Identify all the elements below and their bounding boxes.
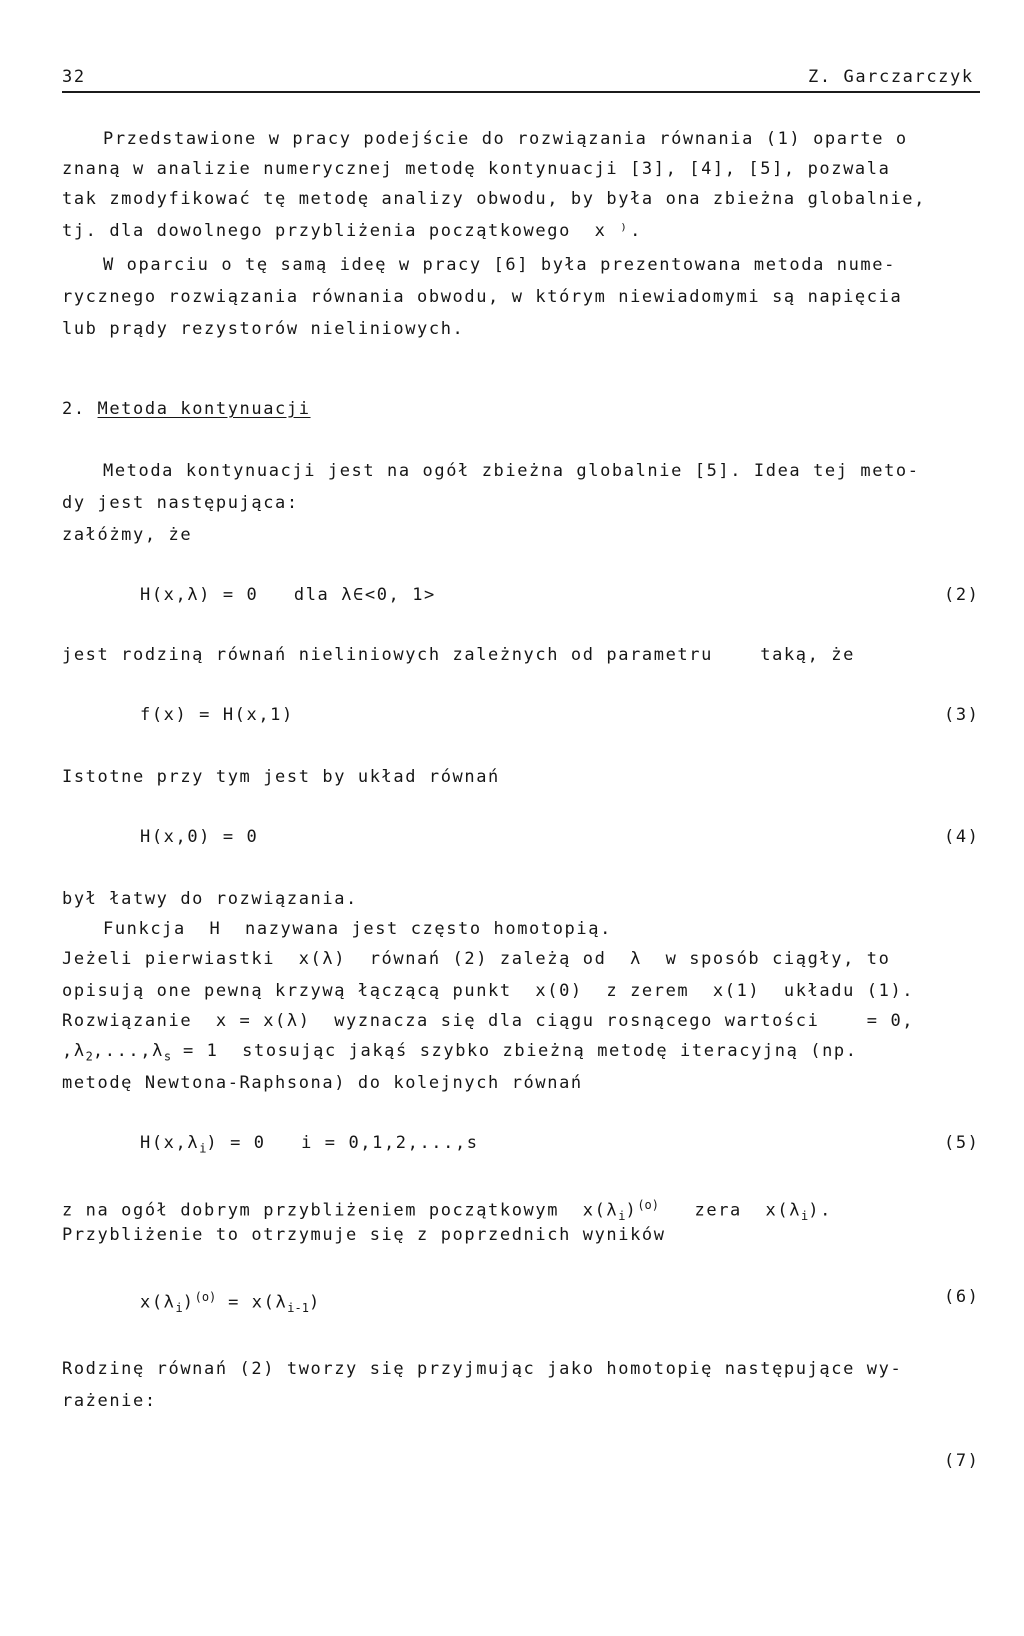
equation-5-number: (5) bbox=[944, 1133, 980, 1153]
section-heading bbox=[62, 398, 311, 420]
body-line-9: opisują one pewną krzywą łączącą punkt x(0) z zerem x(1) układu (1). bbox=[62, 981, 915, 1001]
equation-6-number: (6) bbox=[944, 1287, 980, 1307]
body-line-1: Metoda kontynuacji jest na ogół zbieżna globalnie [5]. Idea tej meto- bbox=[103, 461, 920, 481]
equation-6 bbox=[140, 1286, 321, 1319]
equation-2-number: (2) bbox=[944, 585, 980, 605]
equation-6-part-d: ) bbox=[308, 1292, 321, 1313]
intro-line-4: tj. dla dowolnego przybliżenia początkowego x ⁾. bbox=[62, 221, 642, 241]
equation-3: f(x) = H(x,1) bbox=[140, 705, 294, 725]
equation-7-number: (7) bbox=[944, 1451, 980, 1471]
equation-5-part-b: ) = 0 i = 0,1,2,...,s bbox=[206, 1133, 479, 1153]
running-head-author: Z. Garczarczyk bbox=[808, 67, 974, 87]
lambda-sequence-end: = 1 stosując jakąś szybko zbieżną metodę iteracyjną (np. bbox=[171, 1041, 858, 1061]
intro-line-5: W oparciu o tę samą ideę w pracy [6] była prezentowana metoda nume- bbox=[103, 255, 896, 275]
equation-6-sup: (o) bbox=[194, 1290, 217, 1304]
body-line-4: jest rodziną równań nieliniowych zależnych od parametru taką, że bbox=[62, 645, 855, 665]
equation-5 bbox=[140, 1132, 479, 1159]
equation-6-part-a: x(λ bbox=[140, 1292, 176, 1313]
intro-line-2: znaną w analizie numerycznej metodę kontynuacji [3], [4], [5], pozwala bbox=[62, 159, 891, 179]
intro-line-7: lub prądy rezystorów nieliniowych. bbox=[62, 319, 465, 339]
subscript-s: s bbox=[163, 1049, 172, 1064]
body-line-10: Rozwiązanie x = x(λ) wyznacza się dla ciągu rosnącego wartości = 0, bbox=[62, 1011, 915, 1031]
equation-6-part-c: = x(λ bbox=[216, 1292, 288, 1313]
section-title: Metoda kontynuacji bbox=[97, 399, 311, 419]
body-line-13-sup: (o) bbox=[637, 1198, 660, 1212]
body-line-13 bbox=[62, 1194, 832, 1227]
equation-6-part-b: ) bbox=[182, 1292, 195, 1313]
body-line-7: Funkcja H nazywana jest często homotopią. bbox=[103, 919, 612, 939]
body-line-3: załóżmy, że bbox=[62, 525, 193, 545]
body-line-5: Istotne przy tym jest by układ równań bbox=[62, 767, 500, 787]
equation-4-number: (4) bbox=[944, 827, 980, 847]
equation-4: H(x,0) = 0 bbox=[140, 827, 259, 847]
body-line-8: Jeżeli pierwiastki x(λ) równań (2) zależą od λ w sposób ciągły, to bbox=[62, 949, 891, 969]
body-line-14: Przybliżenie to otrzymuje się z poprzednich wyników bbox=[62, 1225, 666, 1245]
body-line-12: metodę Newtona-Raphsona) do kolejnych równań bbox=[62, 1073, 583, 1093]
body-line-2: dy jest następująca: bbox=[62, 493, 299, 513]
body-line-13-sub1: i bbox=[618, 1209, 626, 1224]
equation-6-sub1: i bbox=[175, 1301, 183, 1316]
subscript-2: 2 bbox=[85, 1049, 93, 1064]
body-line-13-c: ) bbox=[625, 1200, 638, 1221]
page-number: 32 bbox=[62, 67, 86, 87]
body-line-13-g: ). bbox=[808, 1200, 832, 1221]
header-rule bbox=[62, 91, 980, 93]
equation-6-sub2: i-1 bbox=[287, 1301, 309, 1316]
body-line-13-sub2: i bbox=[801, 1209, 809, 1224]
equation-2: H(x,λ) = 0 dla λ∈<0, 1> bbox=[140, 585, 436, 605]
body-line-15: Rodzinę równań (2) tworzy się przyjmując jako homotopię następujące wy- bbox=[62, 1359, 903, 1379]
intro-line-1: Przedstawione w pracy podejście do rozwiązania równania (1) oparte o bbox=[103, 129, 908, 149]
intro-line-6: rycznego rozwiązania równania obwodu, w którym niewiadomymi są napięcia bbox=[62, 287, 903, 307]
equation-5-part-a: H(x,λ bbox=[140, 1133, 200, 1153]
intro-line-3: tak zmodyfikować tę metodę analizy obwodu, by była ona zbieżna globalnie, bbox=[62, 189, 926, 209]
equation-3-number: (3) bbox=[944, 705, 980, 725]
lambda-sequence-mid: ,...,λ bbox=[92, 1041, 164, 1061]
body-line-11 bbox=[62, 1040, 858, 1067]
body-line-16: rażenie: bbox=[62, 1391, 157, 1411]
lambda-sequence-start: ,λ bbox=[62, 1041, 86, 1061]
body-line-13-a: z na ogół dobrym przybliżeniem początkowym x(λ bbox=[62, 1200, 619, 1221]
equation-5-subscript: i bbox=[199, 1141, 207, 1156]
body-line-6: był łatwy do rozwiązania. bbox=[62, 889, 358, 909]
section-number: 2. bbox=[62, 399, 86, 419]
body-line-13-e: zera x(λ bbox=[659, 1200, 802, 1221]
